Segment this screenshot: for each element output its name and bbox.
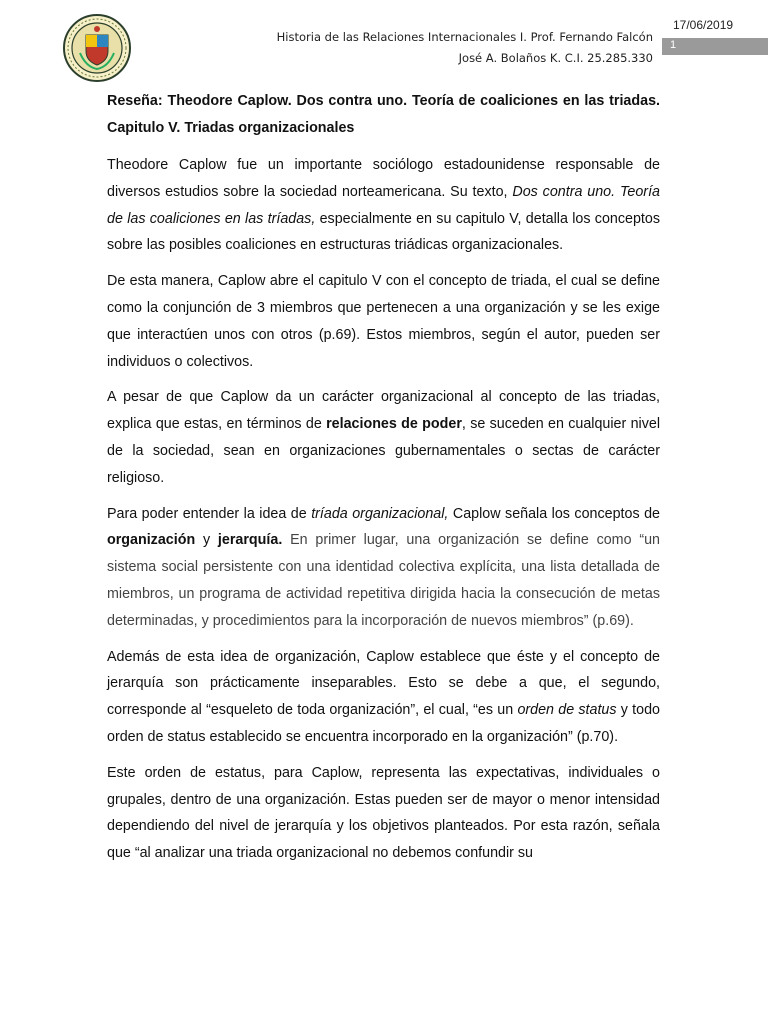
paragraph-4-quote: En primer lugar, una organización se define como “un sistema social persistente con una identidad colectiva explícita, una lista detallada de miembros, un programa de actividad repetitiva dirigida hacia la consecución de metas determinadas, y procedimientos para la incorporación de nuevos miembros” (p.69).	[107, 532, 660, 629]
book-title-italic: Dos contra uno. Teoría de las coaliciones en las tríadas,	[107, 183, 660, 227]
document-header	[277, 27, 653, 69]
paragraph-4-conjunction: y	[195, 532, 218, 549]
paragraph-4-text-mid: Caplow señala los conceptos de	[448, 505, 660, 522]
paragraph-2: De esta manera, Caplow abre el capitulo V con el concepto de triada, el cual se define como la conjunción de 3 miembros que pertenecen a una organización y se les exige que interactúen unos con otros (p.69). Estos miembros, según el autor, pueden ser individuos o colectivos.	[107, 273, 660, 370]
paragraph-5-text: Además de esta idea de organización, Caplow establece que éste y el concepto de jerarquía son prácticamente inseparables. Esto se debe a que, el segundo, corresponde al “esqueleto de toda organización”, el cual, “es un	[107, 648, 660, 719]
paragraph-1-text: Theodore Caplow fue un importante sociólogo estadounidense responsable de diversos estudios sobre la sociedad norteamericana. Su texto,	[107, 157, 660, 200]
paragraph-5	[107, 644, 660, 751]
document-body	[107, 88, 660, 876]
paragraph-5-text-end: y todo orden de status establecido se encuentra incorporado en la organización” (p.70).	[107, 702, 661, 745]
paragraph-4-text: Para poder entender la idea de	[107, 505, 312, 522]
header-date: 17/06/2019	[673, 18, 734, 32]
paragraph-1-text-end: especialmente en su capitulo V, detalla los conceptos sobre las posibles coaliciones en estructuras triádicas organizacionales.	[107, 210, 660, 254]
bold-term-power-relations: relaciones de poder	[326, 416, 462, 433]
university-seal-icon	[62, 13, 132, 83]
document-title: Reseña: Theodore Caplow. Dos contra uno. Teoría de coaliciones en las triadas. Capitulo V. Triadas organizacionales	[107, 93, 660, 136]
paragraph-3-text: A pesar de que Caplow da un carácter organizacional al concepto de las triadas, explica que estas, en términos de	[107, 389, 660, 433]
paragraph-6: Este orden de estatus, para Caplow, representa las expectativas, individuales o grupales, dentro de una organización. Estas pueden ser de mayor o menor intensidad dependiendo del nivel de jerarquía y los objetivos planteados. Por esta razón, señala que “al analizar una triada organizacional no debemos confundir su	[107, 764, 660, 862]
header-author: José A. Bolaños K. C.I. 25.285.330	[458, 51, 653, 65]
page-number-box	[662, 38, 768, 55]
paragraph-3	[107, 384, 660, 491]
paragraph-1	[107, 152, 660, 259]
paragraph-3-text-end: , se suceden en cualquier nivel de la sociedad, sean en organizaciones gubernamentales o sectas de carácter religioso.	[107, 416, 661, 486]
bold-term-hierarchy: jerarquía.	[217, 532, 283, 549]
bold-term-organization: organización	[107, 532, 196, 549]
header-course: Historia de las Relaciones Internacionales I. Prof. Fernando Falcón	[276, 30, 653, 44]
italic-term-status-order: orden de status	[517, 702, 617, 719]
italic-term-triad: tríada organizacional,	[311, 505, 449, 522]
page-number: 1	[670, 39, 677, 51]
paragraph-4	[107, 501, 660, 635]
